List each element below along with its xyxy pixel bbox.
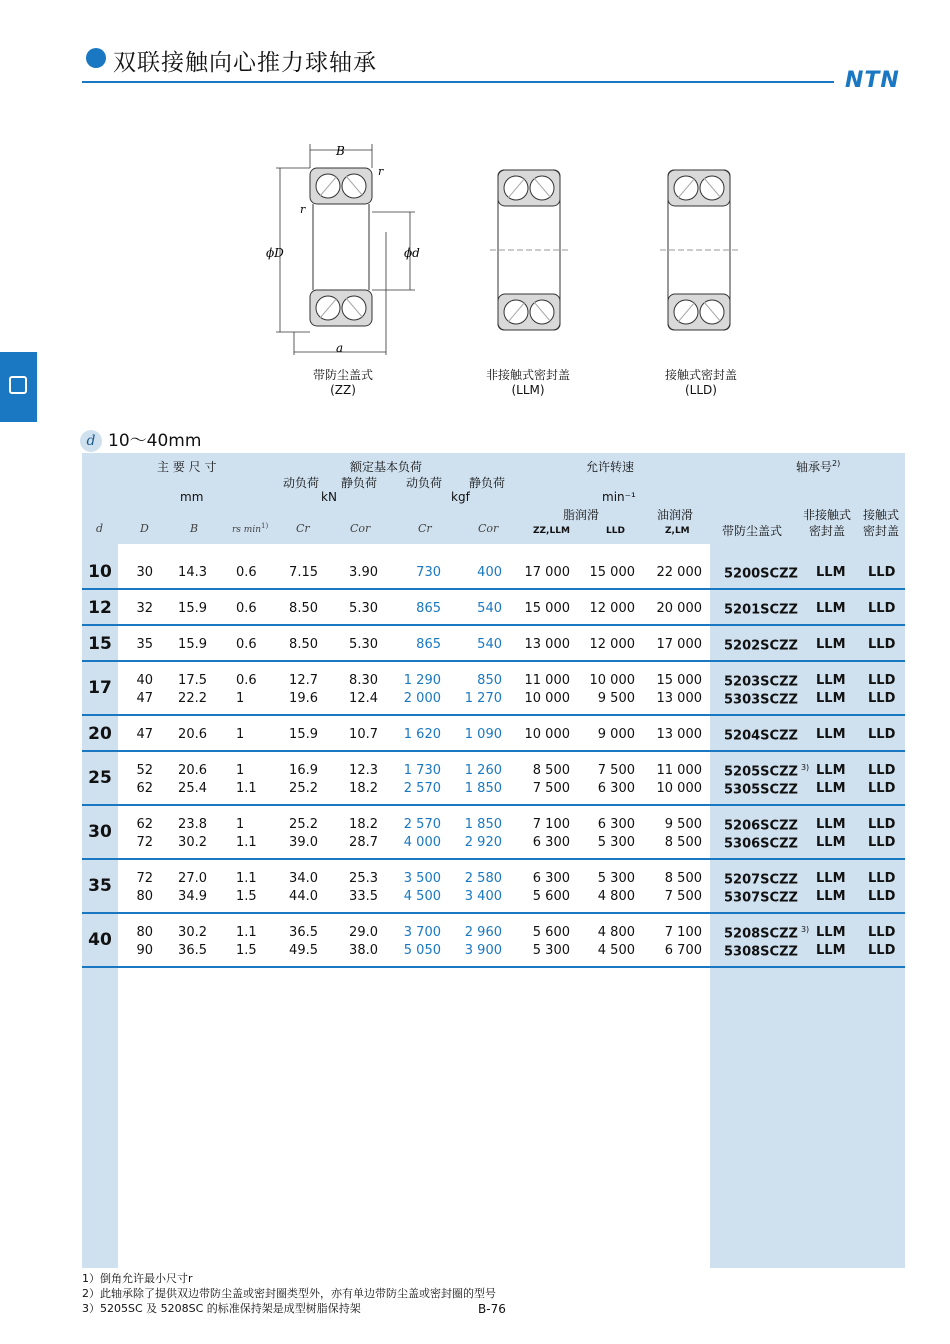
part-number-shield	[724, 925, 809, 941]
figure-caption-llm-code: (LLM)	[511, 383, 545, 397]
seal-noncontact-code: LLM	[816, 565, 846, 580]
group-separator	[82, 660, 905, 662]
footnote-1: 1）倒角允许最小尺寸r	[82, 1272, 193, 1285]
cell-cor-kn: 10.7	[349, 727, 378, 742]
header-col-rs-text: rs min	[232, 525, 261, 535]
cell-cr-kn: 15.9	[289, 727, 318, 742]
part-number-shield	[724, 763, 809, 779]
cell-cor-kn: 38.0	[349, 943, 378, 958]
cell-speed-grease-zz: 13 000	[524, 637, 570, 652]
seal-noncontact-code: LLM	[816, 943, 846, 958]
cell-cor-kgf: 2 580	[464, 871, 502, 886]
cell-B: 17.5	[178, 673, 207, 688]
seal-contact-code: LLD	[868, 889, 896, 904]
cell-speed-oil: 10 000	[656, 781, 702, 796]
seal-noncontact-code: LLM	[816, 763, 846, 778]
cell-cr-kn: 25.2	[289, 781, 318, 796]
dim-r-label-top: r	[378, 165, 384, 178]
footnote-3: 3）5205SC 及 5208SC 的标准保持架是成型树脂保持架	[82, 1302, 361, 1315]
cell-cor-kn: 5.30	[349, 601, 378, 616]
cell-B: 20.6	[178, 727, 207, 742]
header-col-Cr-2: Cr	[418, 522, 432, 535]
seal-noncontact-code: LLM	[816, 637, 846, 652]
cell-cor-kn: 33.5	[349, 889, 378, 904]
cell-speed-oil: 11 000	[656, 763, 702, 778]
seal-contact-code: LLD	[868, 871, 896, 886]
figure-caption-llm	[453, 368, 603, 398]
cell-speed-oil: 13 000	[656, 727, 702, 742]
cell-speed-grease-lld: 10 000	[589, 673, 635, 688]
cell-D: 47	[136, 691, 153, 706]
cell-cr-kn: 8.50	[289, 601, 318, 616]
lld-diagram	[660, 170, 740, 330]
cell-cor-kgf: 2 920	[464, 835, 502, 850]
figure-caption-lld-name: 接触式密封盖	[664, 368, 737, 382]
cell-D: 72	[136, 871, 153, 886]
dim-D-label: ϕD	[266, 246, 284, 260]
cell-cr-kgf: 865	[416, 637, 441, 652]
seal-contact-code: LLD	[868, 637, 896, 652]
cell-speed-grease-zz: 5 600	[532, 889, 570, 904]
cell-speed-grease-zz: 6 300	[532, 871, 570, 886]
seal-noncontact-code: LLM	[816, 691, 846, 706]
cell-cr-kn: 39.0	[289, 835, 318, 850]
cell-cor-kgf: 540	[477, 601, 502, 616]
part-number-text: 5205SCZZ	[724, 764, 798, 780]
part-number-note: 3)	[800, 763, 810, 772]
cell-cr-kgf: 2 000	[403, 691, 441, 706]
part-number-shield	[724, 637, 801, 653]
cell-D: 30	[136, 565, 153, 580]
cell-D: 32	[136, 601, 153, 616]
part-number-shield	[724, 835, 801, 851]
cell-B: 27.0	[178, 871, 207, 886]
cell-cr-kgf: 3 700	[403, 925, 441, 940]
cell-rs: 0.6	[236, 637, 257, 652]
part-number-shield	[724, 727, 801, 743]
bore-value: 10	[88, 562, 112, 582]
part-number-text: 5208SCZZ	[724, 926, 798, 942]
header-col-rs-note: 1)	[261, 522, 269, 530]
bearing-section-icon	[9, 376, 27, 394]
cell-D: 47	[136, 727, 153, 742]
dim-r-label-side: r	[300, 203, 306, 216]
part-number-text: 5201SCZZ	[724, 602, 798, 618]
cell-rs: 1	[236, 817, 245, 832]
cell-cr-kgf: 2 570	[403, 817, 441, 832]
bore-symbol: d	[80, 430, 102, 452]
group-separator	[82, 912, 905, 914]
cell-cr-kgf: 2 570	[403, 781, 441, 796]
cell-cr-kn: 44.0	[289, 889, 318, 904]
group-separator	[82, 624, 905, 626]
seal-contact-code: LLD	[868, 673, 896, 688]
cell-rs: 1.1	[236, 925, 257, 940]
seal-contact-code: LLD	[868, 835, 896, 850]
cell-cor-kgf: 1 850	[464, 781, 502, 796]
cell-cr-kn: 49.5	[289, 943, 318, 958]
page-number: B-76	[478, 1302, 506, 1316]
cell-speed-grease-lld: 7 500	[597, 763, 635, 778]
cell-rs: 1.1	[236, 781, 257, 796]
seal-noncontact-code: LLM	[816, 817, 846, 832]
cell-speed-oil: 6 700	[664, 943, 702, 958]
cell-B: 20.6	[178, 763, 207, 778]
header-zz-llm: ZZ,LLM	[533, 526, 570, 536]
zz-diagram	[310, 168, 372, 326]
cell-speed-grease-zz: 8 500	[532, 763, 570, 778]
part-number-text: 5203SCZZ	[724, 674, 798, 690]
cell-cor-kn: 18.2	[349, 817, 378, 832]
cell-rs: 1.5	[236, 889, 257, 904]
figure-caption-lld	[626, 368, 776, 398]
seal-contact-code: LLD	[868, 781, 896, 796]
cell-D: 35	[136, 637, 153, 652]
header-kgf: kgf	[451, 490, 470, 504]
cell-cor-kgf: 3 900	[464, 943, 502, 958]
cell-cor-kgf: 850	[477, 673, 502, 688]
header-col-D: D	[140, 522, 149, 535]
cell-B: 36.5	[178, 943, 207, 958]
header-bearing-no-note: 2)	[832, 459, 841, 468]
cell-speed-grease-lld: 6 300	[597, 781, 635, 796]
cell-cor-kgf: 2 960	[464, 925, 502, 940]
cell-D: 62	[136, 781, 153, 796]
cell-speed-grease-lld: 4 800	[597, 889, 635, 904]
header-col-Cr-1: Cr	[296, 522, 310, 535]
part-number-shield	[724, 889, 801, 905]
cell-D: 52	[136, 763, 153, 778]
cell-cor-kn: 25.3	[349, 871, 378, 886]
cell-B: 22.2	[178, 691, 207, 706]
cell-cor-kn: 28.7	[349, 835, 378, 850]
cell-speed-oil: 17 000	[656, 637, 702, 652]
bore-value: 25	[88, 768, 112, 788]
header-dynamic-2: 动负荷	[406, 476, 443, 490]
cell-cor-kgf: 1 260	[464, 763, 502, 778]
seal-noncontact-code: LLM	[816, 601, 846, 616]
figure-caption-zz	[268, 368, 418, 398]
part-number-text: 5305SCZZ	[724, 782, 798, 798]
cell-speed-grease-lld: 6 300	[597, 817, 635, 832]
header-contact-1: 接触式	[863, 508, 900, 522]
cell-cr-kn: 7.15	[289, 565, 318, 580]
cell-rs: 1.5	[236, 943, 257, 958]
part-number-text: 5202SCZZ	[724, 638, 798, 654]
title-rule	[82, 81, 834, 83]
bore-range-text: 10～40mm	[108, 431, 202, 451]
cell-cor-kn: 12.3	[349, 763, 378, 778]
cell-rs: 1	[236, 727, 245, 742]
seal-noncontact-code: LLM	[816, 727, 846, 742]
cell-cor-kn: 18.2	[349, 781, 378, 796]
cell-rs: 0.6	[236, 601, 257, 616]
part-number-text: 5204SCZZ	[724, 728, 798, 744]
cell-cor-kgf: 1 270	[464, 691, 502, 706]
part-number-shield	[724, 565, 801, 581]
bore-range-label	[80, 426, 201, 452]
cell-B: 30.2	[178, 835, 207, 850]
cell-D: 80	[136, 925, 153, 940]
part-number-text: 5306SCZZ	[724, 836, 798, 852]
seal-noncontact-code: LLM	[816, 889, 846, 904]
cell-B: 15.9	[178, 601, 207, 616]
cell-D: 62	[136, 817, 153, 832]
cell-rs: 0.6	[236, 673, 257, 688]
cell-speed-grease-zz: 11 000	[524, 673, 570, 688]
cell-speed-grease-lld: 5 300	[597, 835, 635, 850]
group-separator	[82, 966, 905, 968]
seal-contact-code: LLD	[868, 817, 896, 832]
cell-speed-oil: 22 000	[656, 565, 702, 580]
figure-caption-zz-name: 带防尘盖式	[312, 368, 373, 382]
cell-speed-grease-lld: 9 500	[597, 691, 635, 706]
cell-cor-kn: 3.90	[349, 565, 378, 580]
header-bearing-no-text: 轴承号	[796, 460, 833, 474]
cell-speed-grease-lld: 12 000	[589, 637, 635, 652]
cell-speed-oil: 7 500	[664, 889, 702, 904]
part-number-note: 3)	[800, 925, 810, 934]
header-rated-load: 额定基本负荷	[350, 460, 423, 474]
header-col-Cor-1: Cor	[350, 522, 371, 535]
header-mm: mm	[180, 490, 204, 504]
header-grease: 脂润滑	[563, 508, 600, 522]
cell-cor-kgf: 3 400	[464, 889, 502, 904]
header-contact-2: 密封盖	[863, 524, 900, 538]
dim-a-label: a	[336, 341, 344, 355]
cell-speed-grease-lld: 15 000	[589, 565, 635, 580]
seal-noncontact-code: LLM	[816, 673, 846, 688]
title-bullet	[86, 48, 106, 68]
seal-noncontact-code: LLM	[816, 781, 846, 796]
cell-cr-kgf: 5 050	[403, 943, 441, 958]
brand-logo: NTN	[845, 68, 900, 93]
header-col-rs	[232, 522, 268, 535]
cell-cr-kn: 19.6	[289, 691, 318, 706]
cell-speed-grease-lld: 5 300	[597, 871, 635, 886]
header-oil: 油润滑	[657, 508, 694, 522]
cell-cor-kn: 29.0	[349, 925, 378, 940]
bore-value: 15	[88, 634, 112, 654]
footnote-2: 2）此轴承除了提供双边带防尘盖或密封圈类型外，亦有单边带防尘盖或密封圈的型号	[82, 1287, 496, 1300]
cell-cor-kn: 8.30	[349, 673, 378, 688]
part-number-text: 5207SCZZ	[724, 872, 798, 888]
cell-speed-grease-zz: 5 300	[532, 943, 570, 958]
header-shield: 带防尘盖式	[722, 524, 783, 538]
header-col-Cor-2: Cor	[478, 522, 499, 535]
bore-value: 12	[88, 598, 112, 618]
cell-D: 40	[136, 673, 153, 688]
cell-speed-grease-zz: 17 000	[524, 565, 570, 580]
cell-B: 14.3	[178, 565, 207, 580]
cell-speed-grease-lld: 12 000	[589, 601, 635, 616]
header-dynamic-1: 动负荷	[283, 476, 320, 490]
header-bearing-no	[796, 458, 840, 475]
bearing-diagrams	[260, 140, 760, 355]
header-z-lm: Z,LM	[665, 526, 690, 536]
llm-diagram	[490, 170, 570, 330]
group-separator	[82, 858, 905, 860]
cell-speed-grease-zz: 15 000	[524, 601, 570, 616]
cell-cr-kgf: 730	[416, 565, 441, 580]
cell-speed-grease-lld: 4 500	[597, 943, 635, 958]
cell-B: 25.4	[178, 781, 207, 796]
cell-speed-grease-zz: 10 000	[524, 727, 570, 742]
seal-contact-code: LLD	[868, 925, 896, 940]
bore-value: 17	[88, 678, 112, 698]
cell-cor-kgf: 540	[477, 637, 502, 652]
cell-speed-oil: 13 000	[656, 691, 702, 706]
seal-contact-code: LLD	[868, 727, 896, 742]
part-number-text: 5200SCZZ	[724, 566, 798, 582]
cell-cor-kn: 5.30	[349, 637, 378, 652]
seal-contact-code: LLD	[868, 601, 896, 616]
cell-rs: 1	[236, 763, 245, 778]
cell-B: 15.9	[178, 637, 207, 652]
bore-value: 20	[88, 724, 112, 744]
cell-B: 23.8	[178, 817, 207, 832]
seal-contact-code: LLD	[868, 565, 896, 580]
part-number-text: 5307SCZZ	[724, 890, 798, 906]
cell-cr-kn: 16.9	[289, 763, 318, 778]
cell-rs: 1.1	[236, 871, 257, 886]
header-static-1: 静负荷	[341, 476, 378, 490]
header-lld: LLD	[606, 526, 625, 536]
part-number-shield	[724, 871, 801, 887]
part-number-text: 5206SCZZ	[724, 818, 798, 834]
cell-rs: 1.1	[236, 835, 257, 850]
dim-B-label: B	[336, 144, 345, 158]
group-separator	[82, 714, 905, 716]
part-number-shield	[724, 817, 801, 833]
part-number-shield	[724, 601, 801, 617]
cell-cor-kgf: 1 850	[464, 817, 502, 832]
cell-speed-grease-lld: 4 800	[597, 925, 635, 940]
cell-speed-grease-zz: 6 300	[532, 835, 570, 850]
cell-cr-kgf: 1 730	[403, 763, 441, 778]
cell-speed-oil: 8 500	[664, 871, 702, 886]
cell-speed-oil: 15 000	[656, 673, 702, 688]
part-number-text: 5303SCZZ	[724, 692, 798, 708]
cell-cr-kn: 34.0	[289, 871, 318, 886]
header-kN: kN	[321, 490, 337, 504]
cell-D: 72	[136, 835, 153, 850]
cell-cr-kn: 25.2	[289, 817, 318, 832]
cell-cor-kgf: 1 090	[464, 727, 502, 742]
cell-cr-kgf: 3 500	[403, 871, 441, 886]
cell-speed-grease-zz: 5 600	[532, 925, 570, 940]
part-number-shield	[724, 943, 801, 959]
seal-contact-code: LLD	[868, 943, 896, 958]
header-min: min⁻¹	[602, 490, 636, 504]
part-number-shield	[724, 691, 801, 707]
cell-cr-kgf: 4 500	[403, 889, 441, 904]
bore-value: 35	[88, 876, 112, 896]
group-separator	[82, 588, 905, 590]
seal-noncontact-code: LLM	[816, 871, 846, 886]
seal-contact-code: LLD	[868, 691, 896, 706]
cell-cr-kgf: 865	[416, 601, 441, 616]
header-main-dims: 主 要 尺 寸	[157, 460, 217, 474]
cell-D: 90	[136, 943, 153, 958]
seal-noncontact-code: LLM	[816, 925, 846, 940]
header-static-2: 静负荷	[469, 476, 506, 490]
group-separator	[82, 804, 905, 806]
part-number-shield	[724, 781, 801, 797]
cell-cr-kn: 8.50	[289, 637, 318, 652]
cell-speed-grease-lld: 9 000	[597, 727, 635, 742]
seal-noncontact-code: LLM	[816, 835, 846, 850]
bore-value: 30	[88, 822, 112, 842]
header-speed: 允许转速	[586, 460, 635, 474]
cell-speed-oil: 20 000	[656, 601, 702, 616]
cell-speed-grease-zz: 10 000	[524, 691, 570, 706]
header-noncontact-1: 非接触式	[803, 508, 852, 522]
cell-D: 80	[136, 889, 153, 904]
cell-rs: 0.6	[236, 565, 257, 580]
cell-cor-kgf: 400	[477, 565, 502, 580]
cell-speed-grease-zz: 7 500	[532, 781, 570, 796]
bore-value: 40	[88, 930, 112, 950]
seal-contact-code: LLD	[868, 763, 896, 778]
part-number-shield	[724, 673, 801, 689]
figure-caption-llm-name: 非接触式密封盖	[485, 368, 570, 382]
cell-cor-kn: 12.4	[349, 691, 378, 706]
figure-caption-lld-code: (LLD)	[685, 383, 717, 397]
cell-cr-kn: 36.5	[289, 925, 318, 940]
cell-speed-grease-zz: 7 100	[532, 817, 570, 832]
part-number-text: 5308SCZZ	[724, 944, 798, 960]
page-title: 双联接触向心推力球轴承	[113, 50, 377, 76]
cell-B: 30.2	[178, 925, 207, 940]
figure-caption-zz-code: (ZZ)	[330, 383, 356, 397]
cell-rs: 1	[236, 691, 245, 706]
cell-B: 34.9	[178, 889, 207, 904]
cell-speed-oil: 8 500	[664, 835, 702, 850]
cell-speed-oil: 9 500	[664, 817, 702, 832]
cell-cr-kn: 12.7	[289, 673, 318, 688]
header-col-B: B	[190, 522, 199, 535]
cell-speed-oil: 7 100	[664, 925, 702, 940]
header-col-d: d	[96, 522, 104, 535]
cell-cr-kgf: 1 290	[403, 673, 441, 688]
group-separator	[82, 750, 905, 752]
cell-cr-kgf: 4 000	[403, 835, 441, 850]
header-noncontact-2: 密封盖	[809, 524, 846, 538]
cell-cr-kgf: 1 620	[403, 727, 441, 742]
dim-d-label: ϕd	[404, 246, 420, 260]
